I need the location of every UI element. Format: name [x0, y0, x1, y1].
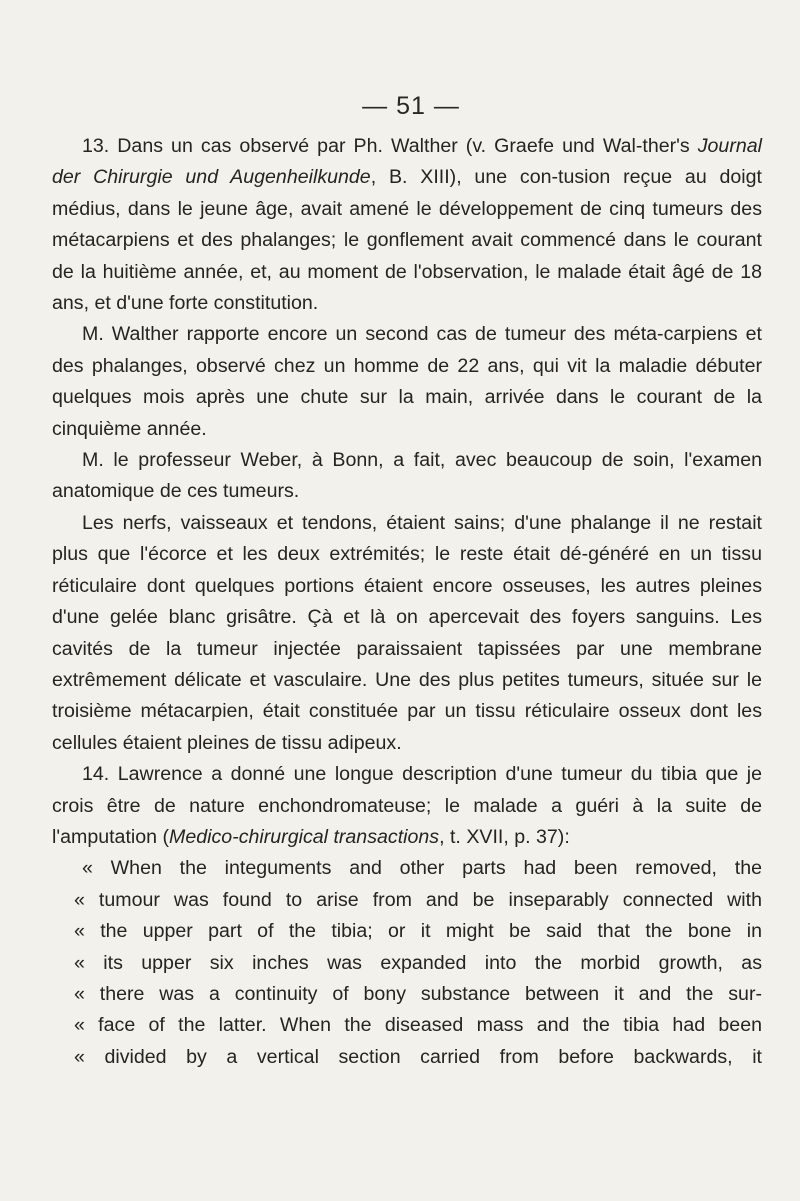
quote-line: « the upper part of the tibia; or it might be said that the bone in	[74, 920, 762, 943]
journal-title: Journal der Chirurgie und Augenheilkunde	[52, 135, 762, 189]
paragraph-anatomy-description: Les nerfs, vaisseaux et tendons, étaient sains; d'une phalange il ne restait plus que l'écorce et les deux extrémités; le reste était dé-généré en un tissu réticulaire dont quelques portions étaient encore osseuses, les autres pleines d'une gelée blanc grisâtre. Çà et là on apercevait des foyers sanguins. Les cavités de la tumeur injectée paraissaient tapissées par une membrane extrêmement délicate et vasculaire. Une des plus petites tumeurs, située sur le troisième métacarpien, était constituée par un tissu réticulaire osseux dont les cellules étaient pleines de tissu adipeux.	[52, 511, 762, 754]
english-quotation	[52, 853, 762, 1073]
paragraph-walther-second-case: M. Walther rapporte encore un second cas de tumeur des méta-carpiens et des phalanges, observé chez un homme de 22 ans, qui vit la maladie débuter quelques mois après une chute sur la main, arrivée dans le courant de la cinquième année.	[52, 323, 762, 440]
quote-line: « there was a continuity of bony substance between it and the sur-	[74, 982, 762, 1005]
quote-line: « divided by a vertical section carried from before backwards, it	[74, 1045, 762, 1068]
paragraph-case-13	[52, 131, 762, 319]
paragraph-weber-examination: M. le professeur Weber, à Bonn, a fait, avec beaucoup de soin, l'examen anatomique de ces tumeurs.	[52, 449, 762, 503]
book-page	[52, 92, 762, 1073]
source-title: Medico-chirurgical transactions	[169, 825, 440, 848]
quote-line: « When the integuments and other parts had been removed, the	[82, 857, 762, 880]
paragraph-case-14	[52, 759, 762, 853]
quote-line: « face of the latter. When the diseased mass and the tibia had been	[74, 1014, 762, 1037]
case-13-text-end: , B. XIII), une con-tusion reçue au doigt médius, dans le jeune âge, avait amené le développement de cinq tumeurs des métacarpiens et des phalanges; le gonflement avait commencé dans le courant de la huitième année, et, au moment de l'observation, le malade était âgé de 18 ans, et d'une forte constitution.	[52, 166, 762, 315]
quote-line: « tumour was found to arise from and be inseparably connected with	[74, 888, 762, 911]
case-13-text-start: 13. Dans un cas observé par Ph. Walther (v. Graefe und Wal-ther's	[82, 135, 698, 157]
page-number: — 51 —	[362, 92, 460, 120]
case-14-text-end: , t. XVII, p. 37):	[439, 825, 570, 848]
quote-line: « its upper six inches was expanded into the morbid growth, as	[74, 951, 762, 974]
case-14-text-start: 14. Lawrence a donné une longue description d'une tumeur du tibia que je crois être de nature enchondromateuse; le malade a guéri à la suite de l'amputation (	[52, 763, 762, 848]
